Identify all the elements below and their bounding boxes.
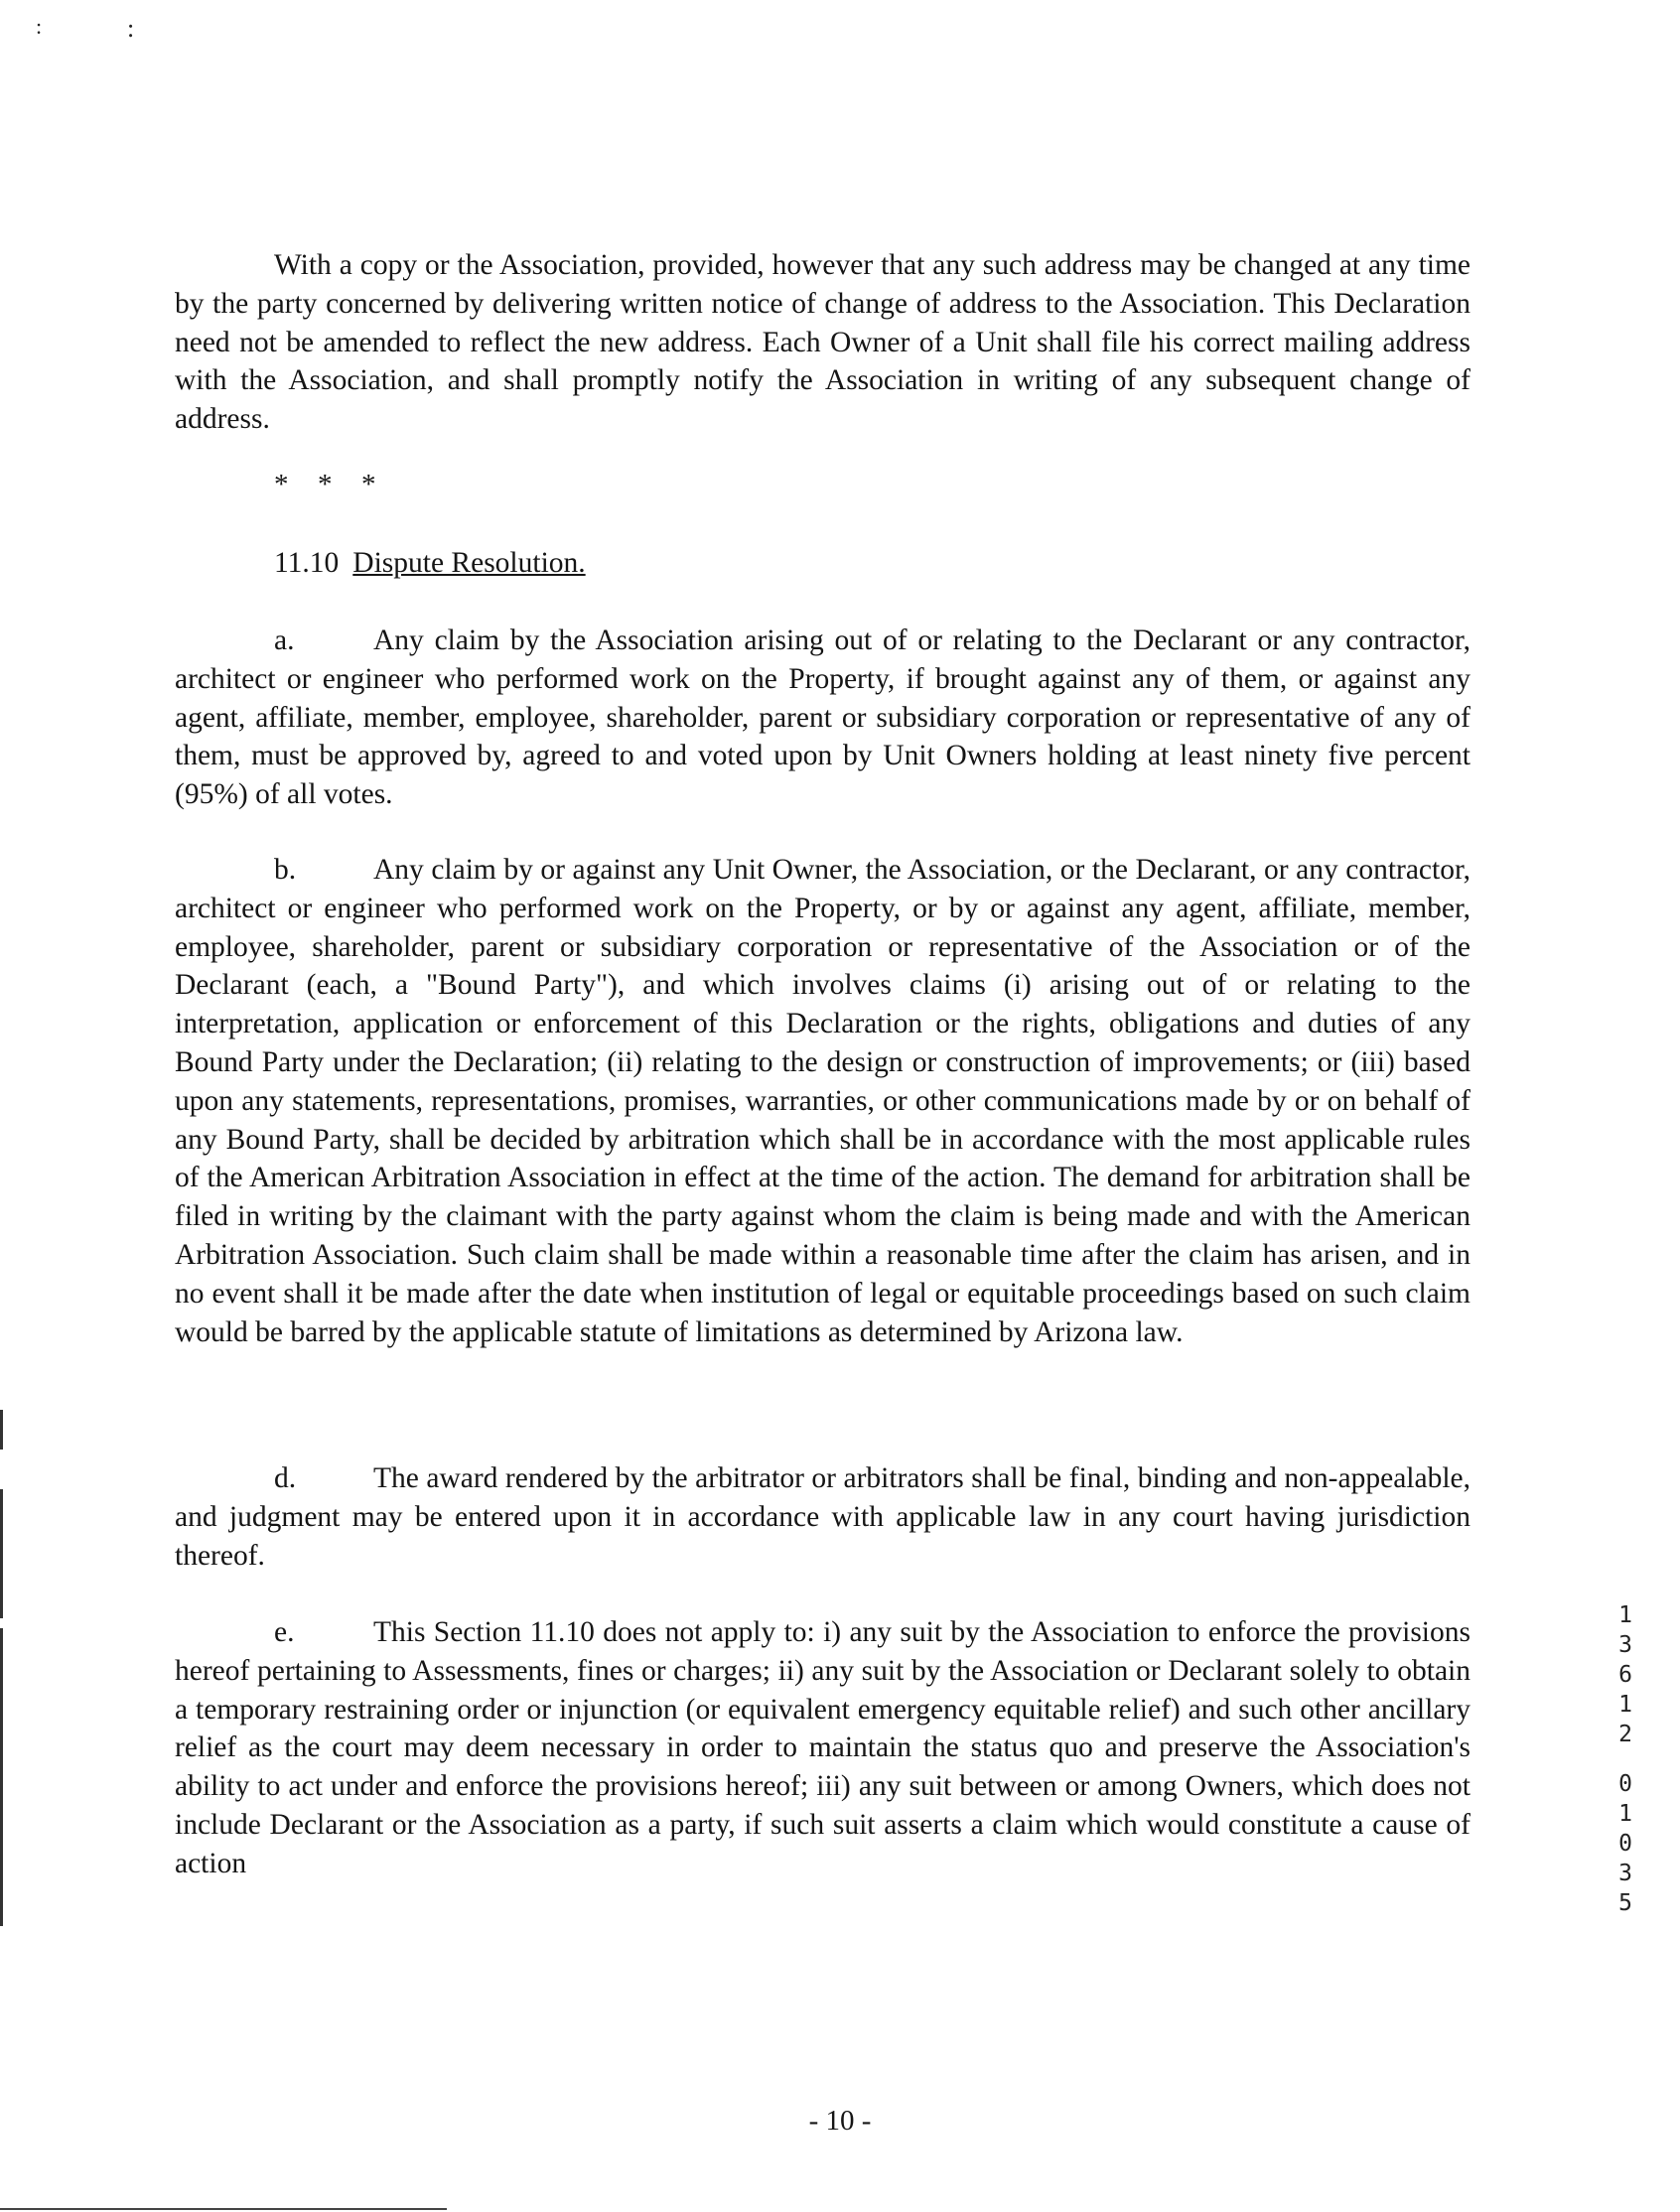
- scan-bottom-edge: [0, 2208, 447, 2210]
- asterisk: *: [361, 469, 376, 500]
- stamp-digit: 3: [1618, 1632, 1632, 1658]
- asterisk-separator: [274, 469, 405, 501]
- stamp-digit: 6: [1618, 1662, 1632, 1688]
- stamp-digit: 1: [1618, 1602, 1632, 1628]
- paragraph-e-label: e.: [274, 1616, 295, 1648]
- stamp-gap: [1610, 1749, 1640, 1769]
- paragraph-b: [175, 851, 1470, 1351]
- paragraph-a-text: Any claim by the Association arising out of or relating to the Declarant or any contractor, architect or engineer who performed work on the Property, if brought against any of them, or against any agent, affiliate, member, employee, shareholder, parent or subsidiary corporation or representative of any of them, must be approved by, agreed to and voted upon by Unit Owners holding at least ninety five percent (95%) of all votes.: [175, 624, 1470, 811]
- stamp-digit: 1: [1618, 1801, 1632, 1827]
- paragraph-b-text: Any claim by or against any Unit Owner, the Association, or the Declarant, or any contractor, architect or engineer who performed work on the Property, or by or against any agent, affiliate, member, employee, shareholder, parent or subsidiary corporation or representative of the Association or of the Declarant (each, a "Bound Party"), and which involves claims (i) arising out of or relating to the interpretation, application or enforcement of this Declaration or the rights, obligations and duties of any Bound Party under the Declaration; (ii) relating to the design or construction of improvements; or (iii) based upon any statements, representations, promises, warranties, or other communications made by or on behalf of any Bound Party, shall be decided by arbitration which shall be in accordance with the most applicable rules of the American Arbitration Association in effect at the time of the action. The demand for arbitration shall be filed in writing by the claimant with the party against whom the claim is being made and with the American Arbitration Association. Such claim shall be made within a reasonable time after the claim has arisen, and in no event shall it be made after the date when institution of legal or equitable proceedings based on such claim would be barred by the applicable statute of limitations as determined by Arizona law.: [175, 854, 1470, 1348]
- paragraph-a: [175, 622, 1470, 814]
- paragraph-b-label: b.: [274, 854, 297, 886]
- section-number: 11.10: [274, 547, 340, 579]
- intro-paragraph: With a copy or the Association, provided, however that any such address may be changed at any time by the party concerned by delivering written notice of change of address to the Association. This Declaration need not be amended to reflect the new address. Each Owner of a Unit shall file his correct mailing address with the Association, and shall promptly notify the Association in writing of any subsequent change of address.: [175, 249, 1470, 436]
- paragraph-d-label: d.: [274, 1462, 297, 1494]
- margin-mark-right: :: [127, 14, 135, 43]
- section-title: Dispute Resolution.: [352, 547, 586, 579]
- stamp-digit: 2: [1618, 1722, 1632, 1747]
- stamp-digit: 3: [1618, 1861, 1632, 1886]
- recording-number-stamp: [1610, 1600, 1640, 1918]
- stamp-digit: 1: [1618, 1692, 1632, 1718]
- asterisk: *: [274, 469, 289, 500]
- asterisk: *: [318, 469, 333, 500]
- scan-edge-mark: [0, 1628, 3, 1926]
- paragraph-e: [175, 1613, 1470, 1883]
- scan-edge-mark: [0, 1410, 3, 1450]
- scan-edge-mark: [0, 1489, 3, 1618]
- paragraph-d: [175, 1459, 1470, 1575]
- page-number: - 10 -: [808, 2105, 872, 2137]
- stamp-digit: 5: [1618, 1890, 1632, 1916]
- section-heading: [274, 544, 586, 582]
- paragraph-a-label: a.: [274, 624, 295, 656]
- stamp-digit: 0: [1618, 1771, 1632, 1797]
- stamp-digit: 0: [1618, 1831, 1632, 1857]
- paragraph-d-text: The award rendered by the arbitrator or arbitrators shall be final, binding and non-appealable, and judgment may be entered upon it in accordance with applicable law in any court having jurisdiction thereof.: [175, 1462, 1470, 1572]
- paragraph-e-text: This Section 11.10 does not apply to: i) any suit by the Association to enforce the provisions hereof pertaining to Assessments, fines or charges; ii) any suit by the Association or Declarant solely to obtain a temporary restraining order or injunction (or equivalent emergency equitable relief) and such other ancillary relief as the court may deem necessary in order to maintain the status quo and preserve the Association's ability to act under and enforce the provisions hereof; iii) any suit between or among Owners, which does not include Declarant or the Association as a party, if such suit asserts a claim which would constitute a cause of action: [175, 1616, 1470, 1879]
- margin-mark-left: :: [36, 14, 43, 39]
